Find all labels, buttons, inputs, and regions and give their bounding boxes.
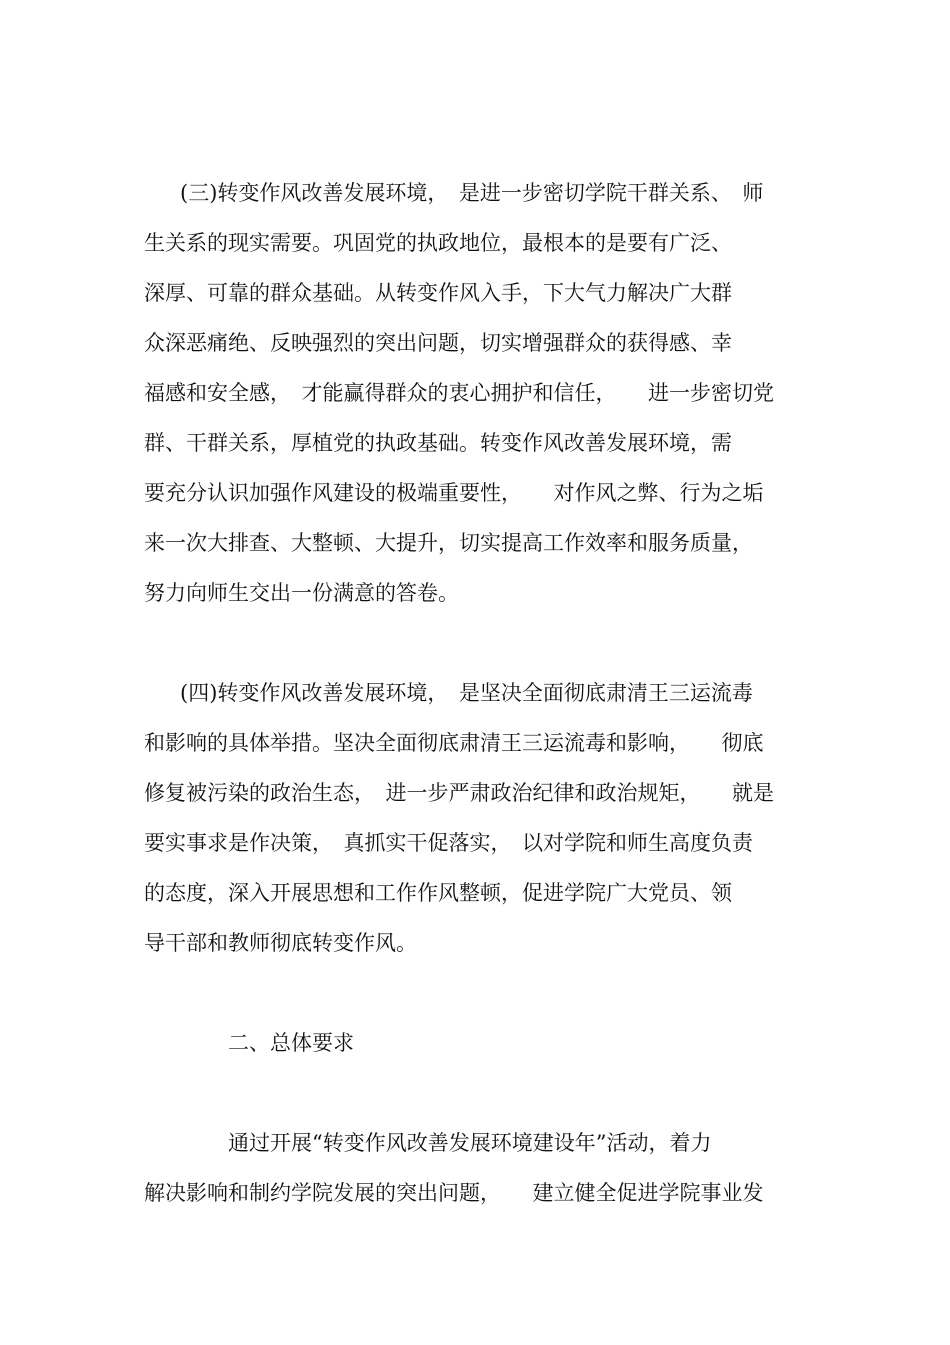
text-line: 导干部和教师彻底转变作风。 — [144, 931, 417, 955]
text-line: 群、干群关系，厚植党的执政基础。转变作风改善发展环境，需 — [144, 431, 732, 455]
text-line: 修复被污染的政治生态， 进一步严肃政治纪律和政治规矩， 就是 — [144, 781, 774, 805]
text-line: 深厚、可靠的群众基础。从转变作风入手，下大气力解决广大群 — [144, 281, 732, 305]
text-line: (三)转变作风改善发展环境， 是进一步密切学院干群关系、 师 — [180, 181, 764, 205]
text-line: 努力向师生交出一份满意的答卷。 — [144, 581, 459, 605]
text-line: (四)转变作风改善发展环境， 是坚决全面彻底肃清王三运流毒 — [180, 681, 753, 705]
text-line: 众深恶痛绝、反映强烈的突出问题，切实增强群众的获得感、幸 — [144, 331, 732, 355]
text-line: 的态度，深入开展思想和工作作风整顿，促进学院广大党员、领 — [144, 881, 732, 905]
text-line: 通过开展“转变作风改善发展环境建设年”活动，着力 — [228, 1131, 712, 1155]
text-line: 和影响的具体举措。坚决全面彻底肃清王三运流毒和影响， 彻底 — [144, 731, 764, 755]
text-line: 生关系的现实需要。巩固党的执政地位，最根本的是要有广泛、 — [144, 231, 732, 255]
text-line: 解决影响和制约学院发展的突出问题， 建立健全促进学院事业发 — [144, 1181, 764, 1205]
text-line: 来一次大排查、大整顿、大提升，切实提高工作效率和服务质量， — [144, 531, 753, 555]
section-heading: 二、总体要求 — [228, 1031, 354, 1055]
text-line: 要实事求是作决策， 真抓实干促落实， 以对学院和师生高度负责 — [144, 831, 753, 855]
text-line: 福感和安全感， 才能赢得群众的衷心拥护和信任， 进一步密切党 — [144, 381, 774, 405]
text-line: 要充分认识加强作风建设的极端重要性， 对作风之弊、行为之垢 — [144, 481, 764, 505]
